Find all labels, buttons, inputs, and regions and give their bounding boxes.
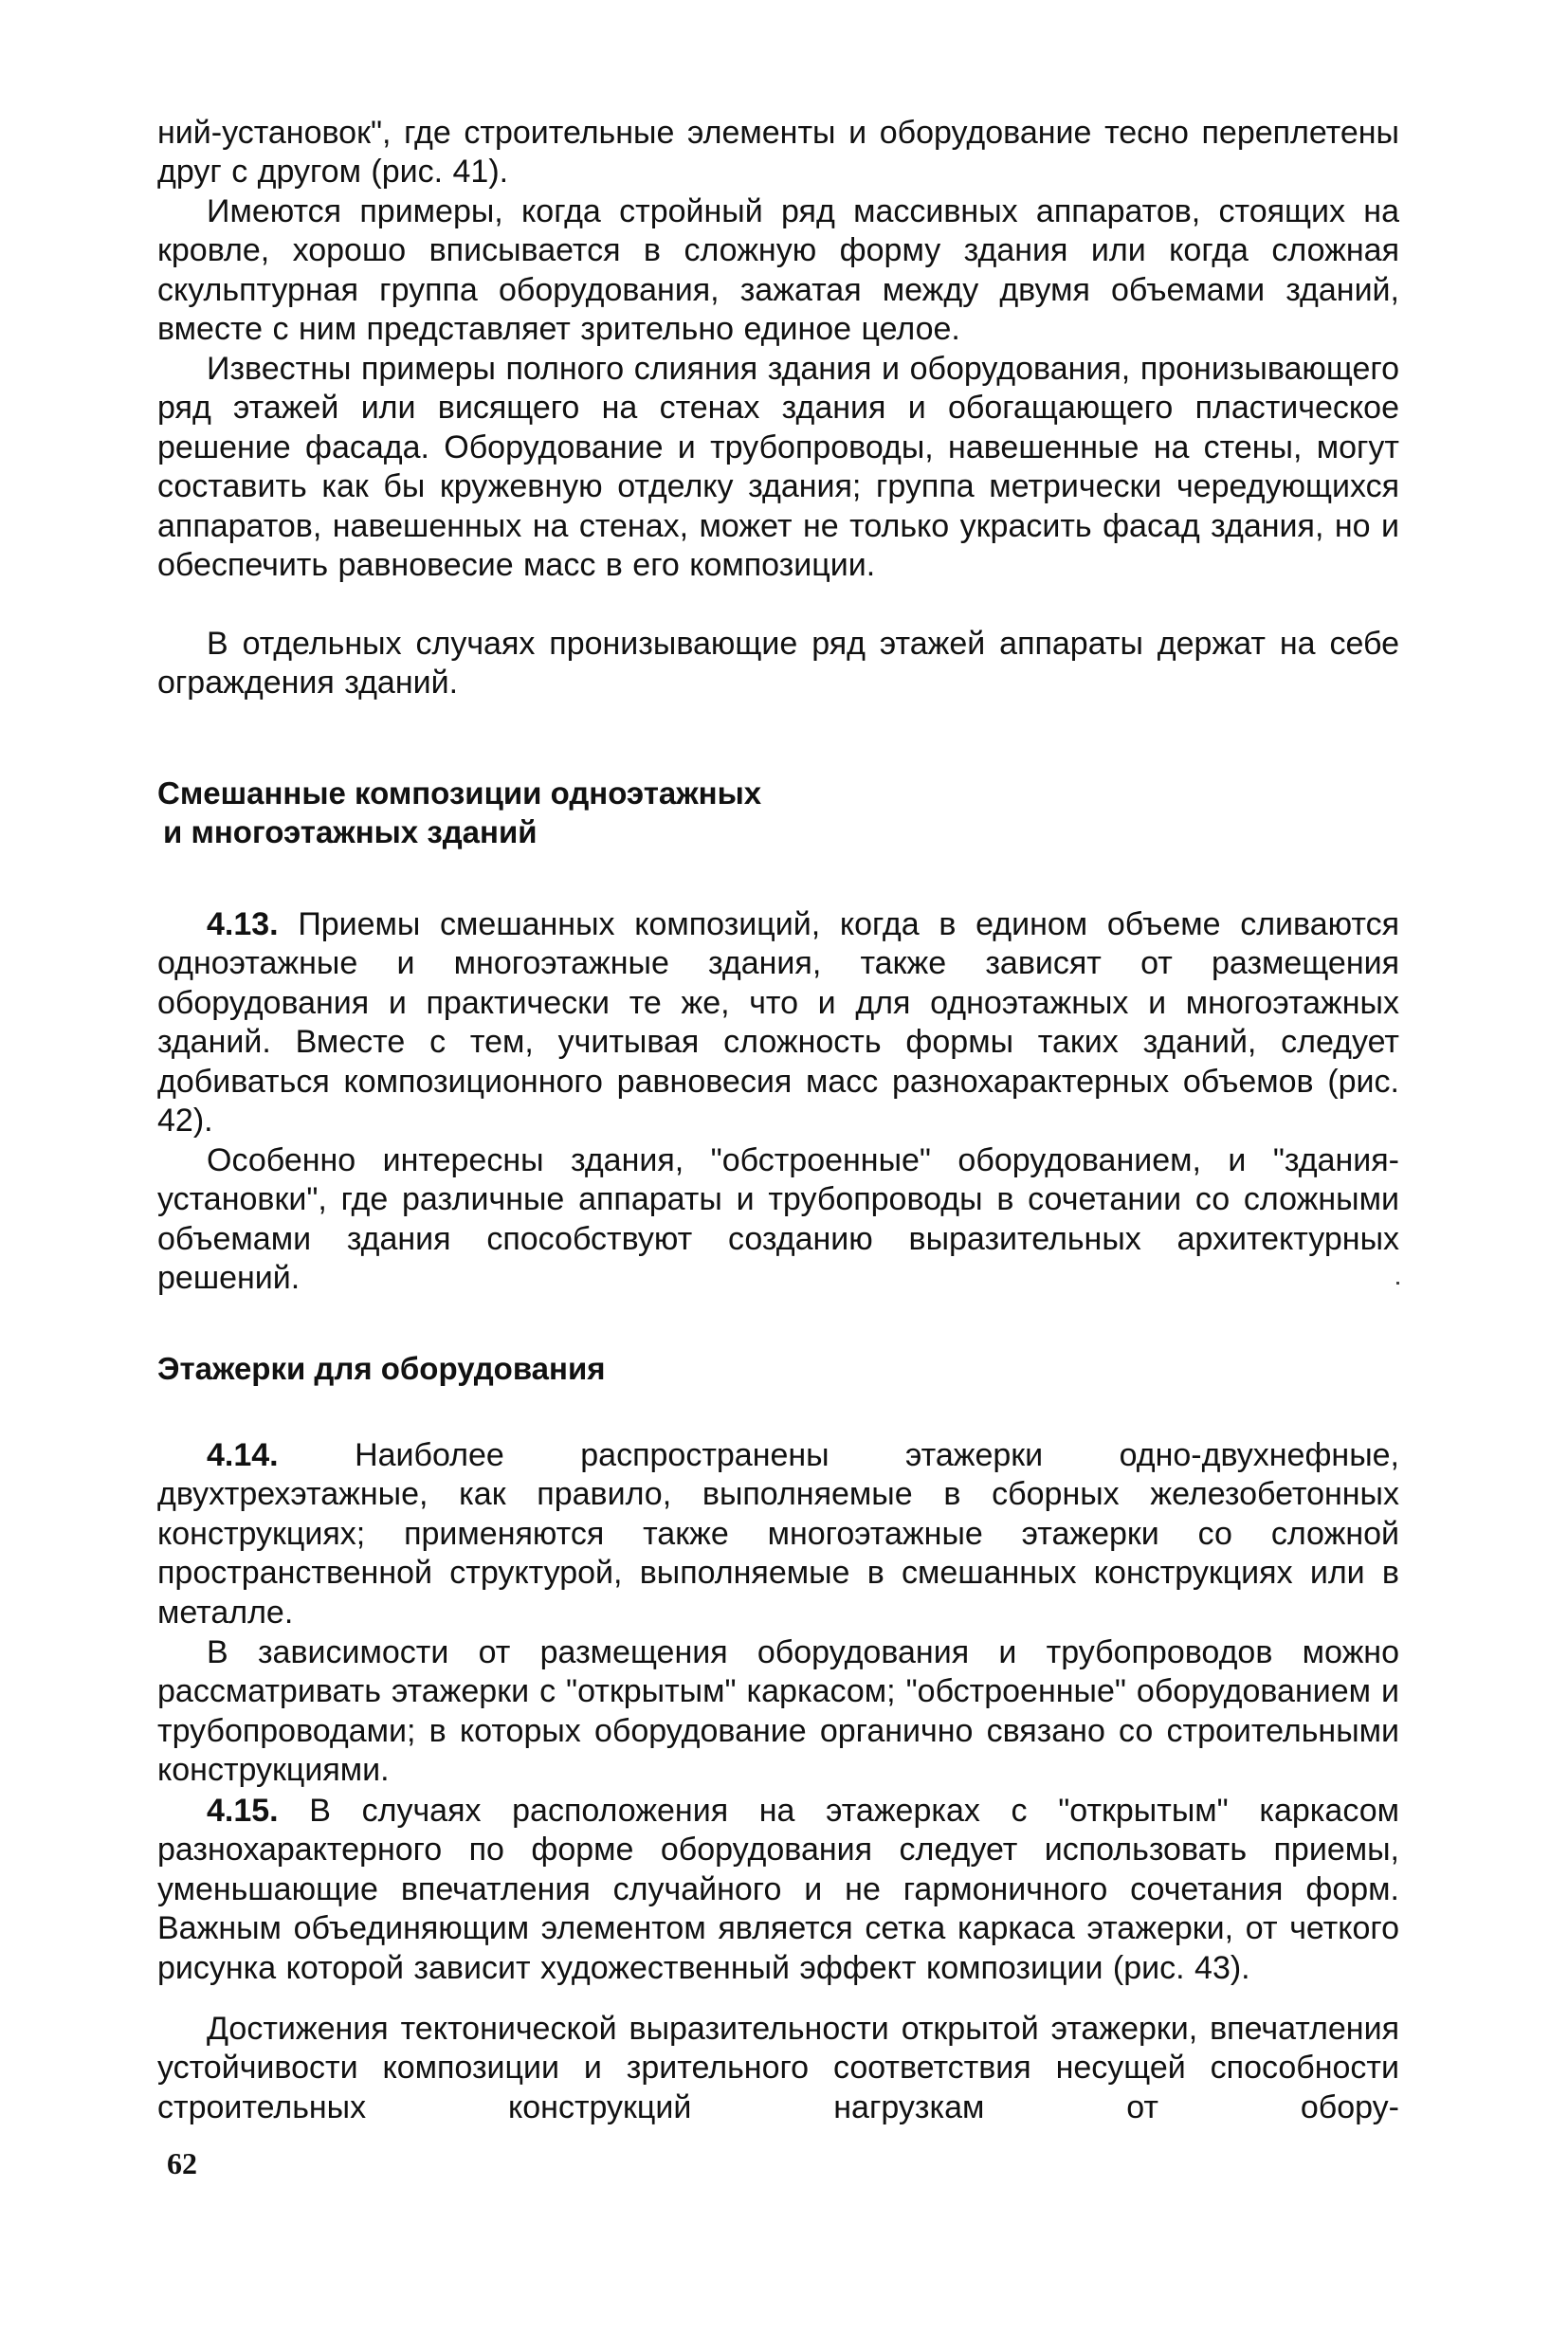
- paragraph-continued: [157, 114, 1399, 192]
- paragraph-number: 4.14.: [207, 1437, 279, 1473]
- paragraph-text: Наиболее распространены этажерки одно-двухнефные, двухтрехэтажные, как правило, выполняемые в сборных железобетонных конструкциях; применяются также многоэтажные этажерки со сложной пространственной структурой, выполняемые в смешанных конструкциях или в металле.: [157, 1437, 1400, 1631]
- paragraph-text: В зависимости от размещения оборудования и трубопроводов можно рассматривать этажерки с "открытым" каркасом; "обстроенные" оборудованием и трубопроводами; в которых оборудование органично связано со строительными конструкциями.: [157, 1634, 1399, 1789]
- paragraph-number: 4.15.: [207, 1793, 279, 1829]
- numbered-paragraph: [157, 1792, 1399, 1988]
- paragraph: [157, 350, 1399, 585]
- paragraph-text: ний-установок", где строительные элементы и оборудование тесно переплетены друг с другом (рис. 41).: [157, 115, 1399, 191]
- section-heading: [157, 1349, 1399, 1388]
- numbered-paragraph: [157, 905, 1399, 1140]
- numbered-paragraph: [157, 1436, 1399, 1632]
- paragraph: [157, 1633, 1399, 1791]
- paragraph-text: Приемы смешанных композиций, когда в едином объеме сливаются одноэтажные и многоэтажные здания, также зависят от размещения оборудования и практически те же, что и для одноэтажных и многоэтажных зданий. Вместе с тем, учитывая сложность формы таких зданий, следует добиваться композиционного равновесия масс разнохарактерных объемов (рис. 42).: [157, 906, 1399, 1140]
- paragraph-text: Особенно интересны здания, "обстроенные" оборудованием, и "здания-установки", где различные аппараты и трубопроводы в сочетании со сложными объемами здания способствуют созданию выразительных архитектурных решений.: [157, 1142, 1399, 1297]
- paragraph-text: В отдельных случаях пронизывающие ряд этажей аппараты держат на себе ограждения зданий.: [157, 626, 1399, 702]
- heading-line: и многоэтажных зданий: [163, 814, 538, 849]
- paragraph-text: Достижения тектонической выразительности открытой этажерки, впечатления устойчивости композиции и зрительного соответствия несущей способности строительных конструкций нагрузкам от обору-: [157, 2011, 1399, 2125]
- heading-line: Смешанные композиции одноэтажных: [157, 775, 762, 811]
- paragraph-number: 4.13.: [207, 906, 279, 942]
- paragraph: [157, 2010, 1399, 2127]
- page-number: 62: [167, 2146, 197, 2180]
- paragraph-text: Имеются примеры, когда стройный ряд массивных аппаратов, стоящих на кровле, хорошо вписывается в сложную форму здания или когда сложная скульптурная группа оборудования, зажатая между двумя объемами зданий, вместе с ним представляет зрительно единое целое.: [157, 193, 1399, 348]
- paragraph-text: В случаях расположения на этажерках с "открытым" каркасом разнохарактерного по форме оборудования следует использовать приемы, уменьшающие впечатления случайного и не гармоничного сочетания форм. Важным объединяющим элементом является сетка каркаса этажерки, от четкого рисунка которой зависит художественный эффект композиции (рис. 43).: [157, 1793, 1399, 1986]
- paragraph: [157, 625, 1399, 703]
- paragraph-text: Известны примеры полного слияния здания и оборудования, пронизывающего ряд этажей или висящего на стенах здания и обогащающего пластическое решение фасада. Оборудование и трубопроводы, навешенные на стены, могут составить как бы кружевную отделку здания; группа метрически чередующихся аппаратов, навешенных на стенах, может не только украсить фасад здания, но и обеспечить равновесие масс в его композиции.: [157, 351, 1399, 584]
- print-speck: [1396, 1282, 1399, 1285]
- heading-line: Этажерки для оборудования: [157, 1351, 606, 1386]
- section-heading: [157, 774, 1399, 851]
- paragraph: [157, 1141, 1399, 1299]
- paragraph: [157, 192, 1399, 350]
